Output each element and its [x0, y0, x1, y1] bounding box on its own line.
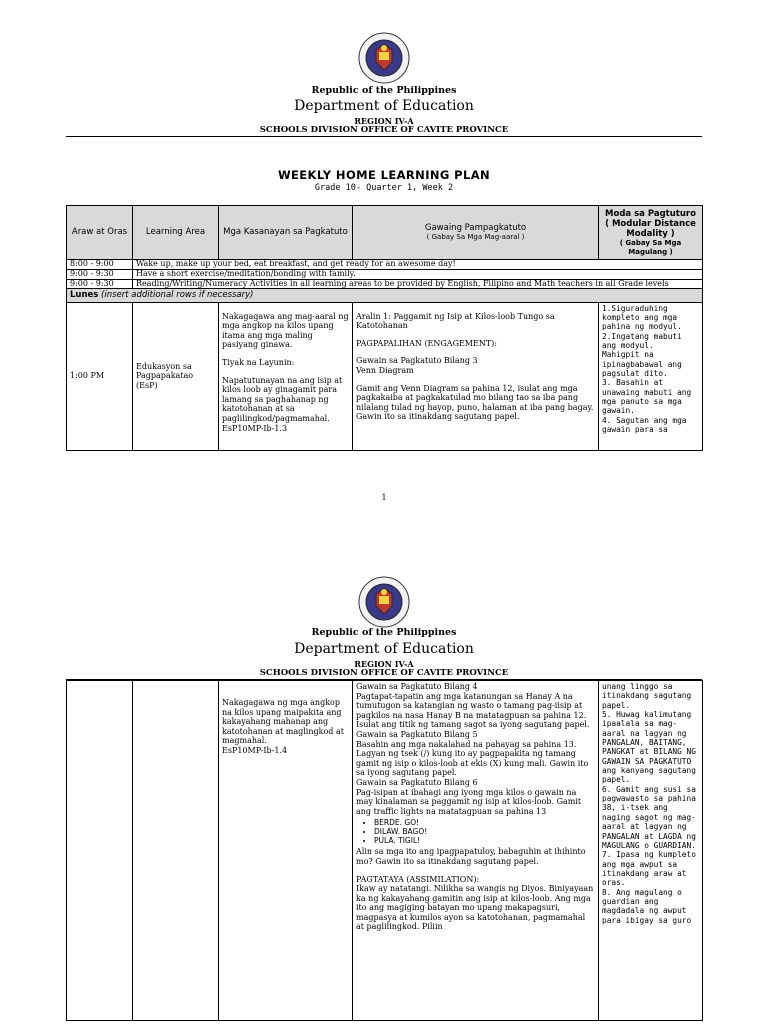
- deped-seal-logo: [358, 576, 410, 628]
- day-row: [67, 289, 703, 302]
- sdo-heading: SCHOOLS DIVISION OFFICE OF CAVITE PROVINCE: [259, 125, 509, 135]
- skill-objective: Napatutunayan na ang isip at kilos loob ay ginagamit para lamang sa paghahanap ng katotohanan at sa paglilingkod/pagmamahal.: [222, 375, 343, 423]
- mode-item: 7. Ipasa ng kumpleto ang mga awput sa itinakdang araw at oras.: [602, 850, 696, 888]
- task-phase: PAGPAPALIHAN (ENGAGEMENT):: [356, 338, 497, 348]
- schedule-activity: Have a short exercise/meditation/bonding with family.: [133, 269, 703, 279]
- region-heading: REGION IV-A: [354, 116, 414, 126]
- mode-item: 3. Basahin at unawaing mabuti ang mga panuto sa mga gawain.: [602, 378, 692, 416]
- skill-code: EsP10MP-Ib-1.3: [222, 423, 288, 433]
- lesson-tasks: [353, 302, 599, 450]
- mode-item: 1.Siguraduhing kompleto ang mga pahina ng modyul.: [602, 303, 682, 332]
- lesson-skills: [219, 302, 353, 450]
- task-instructions: Ikaw ay natatangi. Nilikha sa wangis ng Diyos. Biniyayaan ka ng kakayahang gamitin ang isip at kilos-loob. Ang mga ito ang magiging batayan mo upang makapagsuri, magpasya at kumilos ayon sa katotohanan, pagmamahal at paglilingkod. Piliin: [356, 884, 594, 932]
- lesson-area: [133, 681, 219, 1021]
- mode-item: 6. Gamit ang susi sa pagwawasto sa pahina 38, i-tsek ang naging sagot ng mag-aaral at lagyan ng PANGALAN at LAGDA ng MAGULANG o GUARDIAN.: [602, 784, 696, 850]
- table-row: [67, 260, 703, 270]
- deped-seal-logo: [358, 32, 410, 84]
- lesson-time: 1:00 PM: [67, 302, 133, 450]
- lesson-mode: [599, 681, 703, 1021]
- skill-text: Nakagagawa ng mga angkop na kilos upang maipakita ang kakayahang mahanap ang katotohanan at maglingkod at magmahal.: [222, 698, 344, 746]
- schedule-activity: Wake up, make up your bed, eat breakfast, and get ready for an awesome day!: [133, 260, 703, 270]
- lesson-mode: [599, 302, 703, 450]
- document-page-2: [0, 560, 768, 1024]
- col-header-mode-sub: ( Gabay Sa Mga Magulang ): [619, 239, 682, 256]
- task-title: Aralin 1: Paggamit ng Isip at Kilos-loob Tungo sa Katotohanan: [356, 311, 555, 331]
- mode-item: 5. Huwag kalimutang ipaalala sa mag-aaral na lagyan ng PANGALAN, BAITANG, PANGKAT at BILANG NG GAWAIN SA PAGKATUTO ang kanyang sagutang papel.: [602, 710, 696, 785]
- col-header-time: Araw at Oras: [67, 206, 133, 260]
- day-label: Lunes: [70, 290, 99, 301]
- task-instructions: Pagtapat-tapatin ang mga katanungan sa Hanay A na tumutugon sa katangian ng wasto o tamang pag-iisip at pagkilos na nasa Hanay B na matatagpuan sa pahina 12. Isulat ang titik ng tamang sagot sa iyong sagutang papel.: [356, 691, 590, 730]
- department-heading: Department of Education: [294, 641, 474, 657]
- lesson-skills: [219, 681, 353, 1021]
- task-phase: PAGTATAYA (ASSIMILATION):: [356, 874, 480, 884]
- sdo-heading: SCHOOLS DIVISION OFFICE OF CAVITE PROVINCE: [259, 668, 509, 678]
- mode-item: 4. Sagutan ang mga gawain para sa: [602, 415, 687, 435]
- col-header-mode-label: Moda sa Pagtuturo ( Modular Distance Modality ): [605, 208, 696, 240]
- col-header-mode: [599, 206, 703, 260]
- task-activity: Gawain sa Pagkatuto Bilang 3: [356, 356, 478, 366]
- table-header-row: [67, 206, 703, 260]
- skill-text: Nakagagawa ang mag-aaral ng mga angkop na kilos upang itama ang mga maling pasiyang ginawa.: [222, 311, 349, 350]
- mode-item: 2.Ingatang mabuti ang modyul.: [602, 331, 682, 350]
- table-row: [67, 302, 703, 450]
- day-note: (insert additional rows if necessary): [101, 290, 254, 301]
- list-item: • PULA. TIGIL!: [374, 836, 595, 845]
- col-header-tasks-sub: ( Gabay Sa Mga Mag-aaral ): [426, 233, 525, 242]
- republic-heading: Republic of the Philippines: [311, 627, 457, 638]
- task-instructions: Basahin ang mga nakalahad na pahayag sa pahina 13. Lagyan ng tsek (/) kung ito ay pagpapakita ng tamang gamit ng isip o kilos-loob at ekis (X) kung mali. Gawin ito sa iyong sagutang papel.: [356, 739, 589, 778]
- mode-item: Mahigpit na ipinagbabawal ang pagsulat dito.: [602, 350, 682, 378]
- mode-item: unang linggo sa itinakdang sagutang papel.: [602, 682, 692, 710]
- plan-title: WEEKLY HOME LEARNING PLAN: [277, 168, 491, 182]
- schedule-time: 8:00 - 9:00: [67, 260, 133, 270]
- table-row: [67, 681, 703, 1021]
- plan-subtitle: Grade 10- Quarter 1, Week 2: [314, 183, 454, 193]
- task-activity: Gawain sa Pagkatuto Bilang 6: [356, 777, 478, 787]
- col-header-skills: Mga Kasanayan sa Pagkatuto: [219, 206, 353, 260]
- task-instructions: Gamit ang Venn Diagram sa pahina 12, isulat ang mga pagkakaiba at pagkakatulad mo bilang tao sa iba pang nilalang tulad ng hayop, puno, halaman at iba pang bagay. Gawin ito sa itinakdang sagutang papel.: [356, 383, 594, 422]
- learning-plan-table: [66, 205, 703, 451]
- department-heading: Department of Education: [294, 98, 474, 114]
- list-item: • BERDE. GO!: [374, 818, 595, 827]
- lesson-time: [67, 681, 133, 1021]
- task-activity: Gawain sa Pagkatuto Bilang 4: [356, 682, 478, 691]
- skill-label: Tiyak na Layunin:: [222, 357, 295, 367]
- task-activity: Gawain sa Pagkatuto Bilang 5: [356, 729, 478, 739]
- col-header-area: Learning Area: [133, 206, 219, 260]
- lesson-tasks: [353, 681, 599, 1021]
- task-question: Alin sa mga ito ang ipagpapatuloy, babaguhin at ihihinto mo? Gawin ito sa itinakdang sagutang papel.: [356, 847, 586, 866]
- page-number: 1: [381, 493, 387, 502]
- skill-code: EsP10MP-Ib-1.4: [222, 745, 288, 755]
- schedule-time: 9:00 - 9:30: [67, 269, 133, 279]
- col-header-tasks-label: Gawaing Pampagkatuto: [424, 223, 527, 234]
- table-row: [67, 269, 703, 279]
- lesson-area: Edukasyon sa Pagpapakatao (EsP): [133, 302, 219, 450]
- schedule-activity: Reading/Writing/Numeracy Activities in all learning areas to be provided by English, Filipino and Math teachers in all Grade levels: [133, 279, 703, 289]
- traffic-light-list: [374, 818, 595, 845]
- table-row: [67, 279, 703, 289]
- mode-item: 8. Ang magulang o guardian ang magdadala ng awput para ibigay sa guro: [602, 887, 692, 925]
- learning-plan-table-continued: [66, 680, 703, 1021]
- schedule-time: 9:00 - 9:30: [67, 279, 133, 289]
- task-instructions: Pag-isipan at ibahagi ang iyong mga kilos o gawain na may kinalaman sa paggamit ng isip at kilos-loob. Gamit ang traffic lights na matatagpuan sa pahina 13: [356, 787, 582, 816]
- col-header-tasks: [353, 206, 599, 260]
- region-heading: REGION IV-A: [354, 659, 414, 669]
- task-activity-name: Venn Diagram: [356, 365, 414, 375]
- list-item: • DILAW. BAGO!: [374, 827, 595, 836]
- header-divider: [66, 136, 702, 137]
- day-label-cell: [67, 289, 703, 302]
- republic-heading: Republic of the Philippines: [311, 85, 457, 96]
